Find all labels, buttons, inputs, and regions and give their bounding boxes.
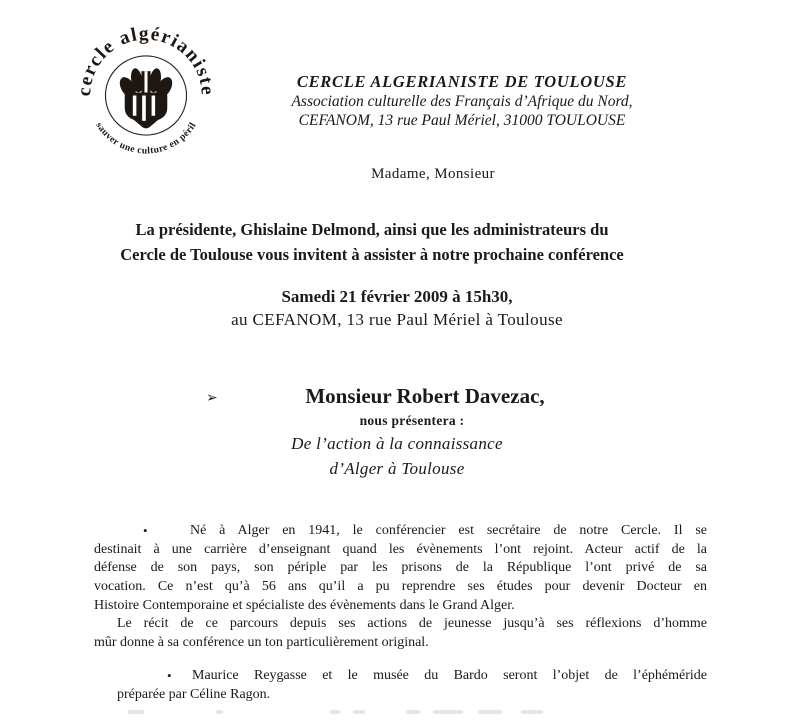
cutoff-line-fragment — [128, 710, 144, 714]
org-name: CERCLE ALGERIANISTE DE TOULOUSE — [296, 72, 628, 91]
body-line: Histoire Contemporaine et spécialiste des évènements dans le Grand Alger. — [94, 597, 515, 613]
org-subtitle: Association culturelle des Français d’Afrique du Nord, — [291, 93, 633, 110]
talk-title-line-2: d’Alger à Toulouse — [329, 459, 465, 478]
invitation-line-1: La présidente, Ghislaine Delmond, ainsi que les administrateurs du — [135, 220, 609, 239]
cutoff-line-fragment — [406, 710, 420, 714]
speaker-name: Monsieur Robert Davezac, — [305, 384, 545, 408]
letterhead — [262, 71, 662, 130]
cercle-algerianiste-logo — [70, 22, 222, 170]
cutoff-line-fragment — [216, 710, 223, 714]
body-line: préparée par Céline Ragon. — [117, 686, 271, 702]
logo-top-arc-text: cercle algérianiste — [74, 23, 218, 97]
body-line: • Né à Alger en 1941, le conférencier est secrétaire de notre Cercle. Il se — [94, 522, 707, 541]
event-date: Samedi 21 février 2009 à 15h30, — [281, 287, 513, 306]
talk-title-line-1: De l’action à la connaissance — [291, 434, 503, 453]
org-address: CEFANOM, 13 rue Paul Mériel, 31000 TOULOUSE — [298, 112, 626, 129]
invitation-line-2: Cercle de Toulouse vous invitent à assister à notre prochaine conférence — [120, 245, 624, 264]
cutoff-line-fragment — [478, 710, 502, 714]
body-line: Le récit de ce parcours depuis ses actions de jeunesse jusqu’à ses réflexions d’homme — [117, 616, 707, 632]
body-line: destinait à une carrière d’enseignant quand les évènements l’ont rejoint. Acteur actif de la — [94, 541, 707, 557]
invitation-text — [72, 217, 672, 267]
event-venue: au CEFANOM, 13 rue Paul Mériel à Toulouse — [231, 310, 563, 329]
cutoff-line-fragment — [433, 710, 463, 714]
cutoff-line-fragment — [521, 710, 543, 714]
bullet-icon: • — [167, 668, 172, 683]
body-line: défense de son pays, son périple par les prisons de la République l’ont privé de sa — [94, 560, 707, 576]
event-details — [97, 285, 697, 331]
cutoff-text-line — [0, 710, 794, 718]
talk-title — [197, 431, 597, 481]
body-line: • Maurice Reygasse et le musée du Bardo seront l’objet de l’éphéméride — [117, 667, 707, 686]
cutoff-line-fragment — [330, 710, 340, 714]
biography-paragraphs — [94, 522, 707, 653]
logo-bottom-arc-text: sauver une culture en péril — [93, 120, 199, 157]
hamsa-hand-icon — [116, 67, 175, 128]
arrow-bullet-icon: ➢ — [206, 391, 218, 406]
body-line: mûr donne à sa conférence un ton particulièrement original. — [94, 635, 429, 651]
cutoff-line-fragment — [353, 710, 365, 714]
ephemeride-paragraph — [117, 667, 707, 704]
body-line: vocation. Ce n’est qu’à 56 ans qu’il a pu reprendre ses études pour devenir Docteur en — [94, 579, 707, 595]
speaker-intro: nous présentera : — [359, 413, 465, 428]
salutation: Madame, Monsieur — [371, 166, 495, 182]
bullet-icon: • — [143, 523, 148, 538]
